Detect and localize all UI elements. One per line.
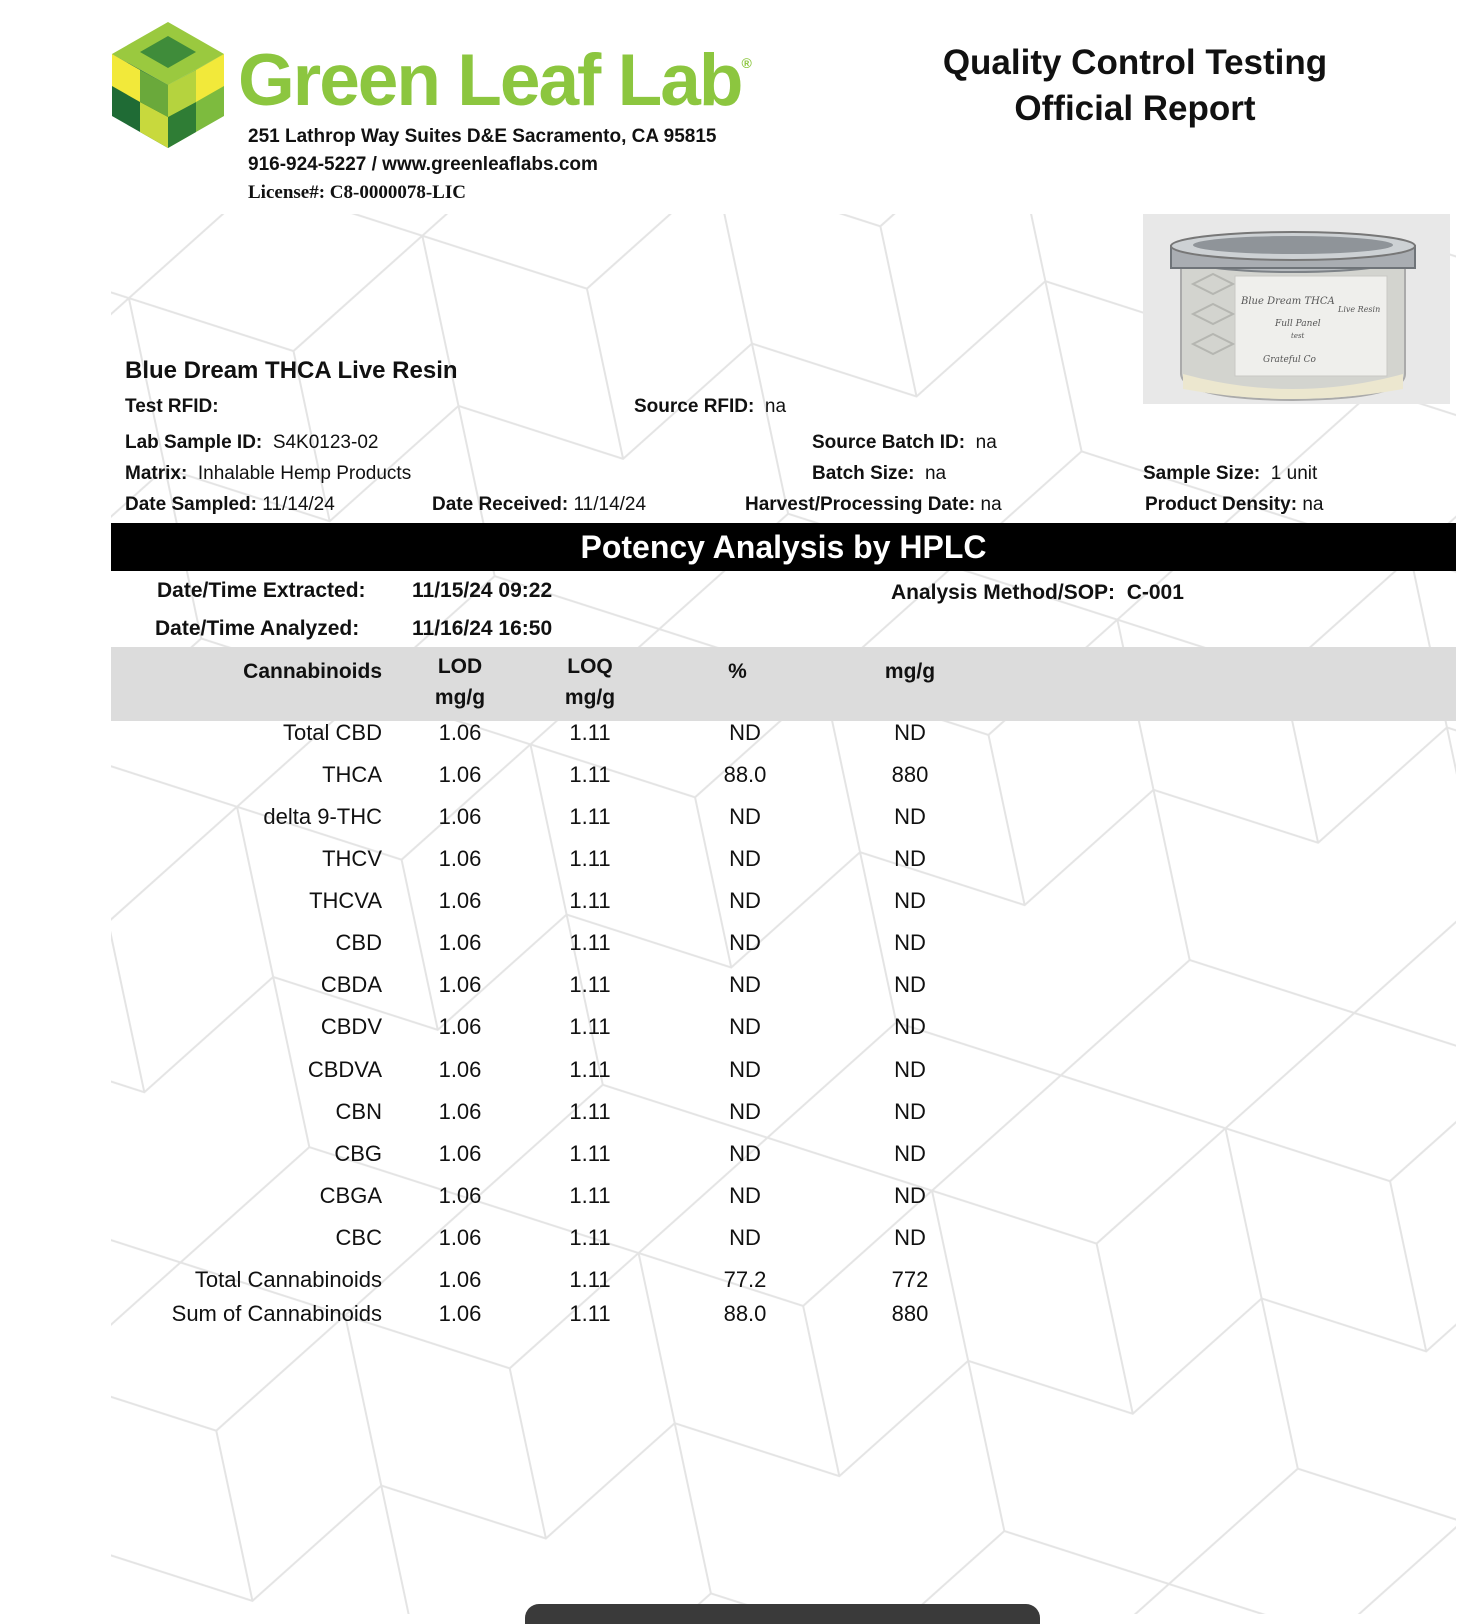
mg-per-g-value: ND (894, 972, 926, 997)
column-header-loq (540, 651, 640, 713)
cannabinoid-name: CBN (335, 1099, 382, 1124)
batch-size-label: Batch Size: (812, 463, 915, 484)
loq-value: 1.11 (569, 804, 611, 829)
analysis-method (891, 581, 1184, 605)
loq-value: 1.11 (569, 888, 611, 913)
mg-per-g-value: ND (894, 1057, 926, 1082)
matrix-value: Inhalable Hemp Products (197, 463, 412, 484)
column-header-lod-line2: mg/g (434, 686, 486, 709)
column-header-loq-line2: mg/g (564, 686, 616, 709)
date-sampled-label: Date Sampled: (125, 494, 257, 515)
source-rfid-label: Source RFID: (634, 396, 755, 417)
source-rfid-value: na (764, 396, 787, 417)
analysis-method-value: C-001 (1126, 581, 1184, 604)
column-header-cannabinoids: Cannabinoids (243, 660, 382, 683)
cannabinoid-name: Total Cannabinoids (194, 1267, 382, 1292)
date-received-value: 11/14/24 (573, 494, 647, 515)
harvest-date-value: na (980, 494, 1002, 515)
lod-value: 1.06 (438, 804, 482, 829)
registered-mark: ® (741, 55, 752, 71)
sample-size (1143, 463, 1317, 485)
photo-label-line2: Live Resin (1338, 305, 1381, 314)
date-received-label: Date Received: (432, 494, 569, 515)
photo-label-line4: test (1291, 332, 1305, 340)
brand-text: Green Leaf Lab (238, 40, 742, 121)
lod-value: 1.06 (438, 972, 482, 997)
lod-value: 1.06 (438, 1141, 482, 1166)
lod-value: 1.06 (438, 1301, 482, 1326)
loq-value: 1.11 (569, 1183, 611, 1208)
batch-size-value: na (924, 463, 947, 484)
percent-value: ND (729, 888, 761, 913)
percent-value: ND (729, 1014, 761, 1039)
table-row (0, 1183, 1484, 1223)
table-row (0, 720, 1484, 760)
product-name: Blue Dream THCA Live Resin (125, 357, 458, 384)
column-header-lod-line1: LOD (437, 655, 483, 678)
date-received (432, 494, 646, 516)
cannabinoid-name: CBD (335, 930, 382, 955)
mg-per-g-value: ND (894, 1014, 926, 1039)
table-row (0, 762, 1484, 802)
product-density-value: na (1302, 494, 1324, 515)
mg-per-g-value: ND (894, 1225, 926, 1250)
batch-size (812, 463, 946, 485)
sample-size-value: 1 unit (1270, 463, 1318, 484)
product-density (1145, 494, 1323, 516)
mg-per-g-value: ND (894, 846, 926, 871)
extracted-value: 11/15/24 09:22 (412, 579, 553, 602)
cannabinoid-name: CBG (334, 1141, 382, 1166)
source-batch-id-value: na (975, 432, 997, 453)
cannabinoid-name: Sum of Cannabinoids (171, 1301, 382, 1326)
report-title-line2: Official Report (1014, 89, 1256, 128)
table-row (0, 1057, 1484, 1097)
loq-value: 1.11 (569, 1099, 611, 1124)
product-photo (1143, 214, 1450, 404)
percent-value: ND (729, 1141, 761, 1166)
percent-value: ND (729, 972, 761, 997)
percent-value: ND (729, 720, 761, 745)
loq-value: 1.11 (569, 720, 611, 745)
mg-per-g-value: ND (894, 888, 926, 913)
analyzed-value: 11/16/24 16:50 (412, 617, 553, 640)
matrix-label: Matrix: (125, 463, 188, 484)
column-header-mg-per-g: mg/g (884, 660, 936, 683)
percent-value: 88.0 (723, 762, 767, 787)
percent-value: ND (729, 1183, 761, 1208)
mg-per-g-value: 880 (891, 762, 929, 787)
cannabinoid-name: CBDV (320, 1014, 382, 1039)
lod-value: 1.06 (438, 720, 482, 745)
extracted-label: Date/Time Extracted: (157, 579, 366, 602)
percent-value: 88.0 (723, 1301, 767, 1326)
photo-label-line3: Full Panel (1275, 319, 1321, 329)
mg-per-g-value: 772 (891, 1267, 929, 1292)
cannabinoid-name: CBDVA (307, 1057, 382, 1082)
test-rfid-label: Test RFID: (125, 396, 219, 417)
column-header-loq-line1: LOQ (567, 655, 613, 678)
lod-value: 1.06 (438, 1014, 482, 1039)
loq-value: 1.11 (569, 1014, 611, 1039)
cannabinoid-name: CBC (335, 1225, 382, 1250)
photo-label-line1: Blue Dream THCA (1241, 296, 1335, 307)
sample-size-label: Sample Size: (1143, 463, 1261, 484)
percent-value: ND (729, 1225, 761, 1250)
green-leaf-lab-logo-icon (112, 22, 224, 148)
report-title (900, 40, 1370, 132)
table-row (0, 972, 1484, 1012)
loq-value: 1.11 (569, 1267, 611, 1292)
percent-value: ND (729, 930, 761, 955)
lab-address: 251 Lathrop Way Suites D&E Sacramento, CA 95815 (248, 126, 717, 147)
table-row (0, 1099, 1484, 1139)
source-batch-id-label: Source Batch ID: (812, 432, 966, 453)
cannabinoid-name: THCV (322, 846, 382, 871)
lab-sample-id-value: S4K0123-02 (272, 432, 379, 453)
table-row (0, 1301, 1484, 1341)
loq-value: 1.11 (569, 1225, 611, 1250)
cannabinoid-name: delta 9-THC (263, 804, 382, 829)
mg-per-g-value: ND (894, 804, 926, 829)
harvest-date (745, 494, 1002, 516)
photo-label-line5: Grateful Co (1263, 355, 1316, 365)
bottom-handle-bar[interactable] (525, 1604, 1040, 1624)
source-rfid (634, 396, 786, 418)
lod-value: 1.06 (438, 1267, 482, 1292)
table-row (0, 1141, 1484, 1181)
loq-value: 1.11 (569, 846, 611, 871)
lod-value: 1.06 (438, 1099, 482, 1124)
mg-per-g-value: 880 (891, 1301, 929, 1326)
date-sampled (125, 494, 335, 516)
percent-value: ND (729, 1057, 761, 1082)
matrix (125, 463, 411, 485)
lab-contact: 916-924-5227 / www.greenleaflabs.com (248, 154, 598, 175)
percent-value: ND (729, 846, 761, 871)
percent-value: 77.2 (723, 1267, 767, 1292)
product-density-label: Product Density: (1145, 494, 1298, 515)
test-rfid (125, 396, 219, 418)
analyzed-label: Date/Time Analyzed: (155, 617, 360, 640)
lod-value: 1.06 (438, 930, 482, 955)
mg-per-g-value: ND (894, 720, 926, 745)
potency-section-title: Potency Analysis by HPLC (111, 523, 1456, 571)
brand-name (238, 40, 752, 121)
table-row (0, 1014, 1484, 1054)
date-sampled-value: 11/14/24 (262, 494, 335, 515)
mg-per-g-value: ND (894, 1141, 926, 1166)
lod-value: 1.06 (438, 762, 482, 787)
loq-value: 1.11 (569, 762, 611, 787)
table-row (0, 846, 1484, 886)
report-title-line1: Quality Control Testing (942, 43, 1328, 82)
mg-per-g-value: ND (894, 1183, 926, 1208)
harvest-date-label: Harvest/Processing Date: (745, 494, 976, 515)
lod-value: 1.06 (438, 1183, 482, 1208)
table-row (0, 930, 1484, 970)
percent-value: ND (729, 804, 761, 829)
table-row (0, 888, 1484, 928)
loq-value: 1.11 (569, 1141, 611, 1166)
cannabinoid-name: CBGA (319, 1183, 382, 1208)
table-row (0, 1225, 1484, 1265)
cannabinoid-name: THCVA (309, 888, 382, 913)
analysis-method-label: Analysis Method/SOP: (891, 581, 1116, 604)
lod-value: 1.06 (438, 1057, 482, 1082)
table-row (0, 804, 1484, 844)
lod-value: 1.06 (438, 846, 482, 871)
lod-value: 1.06 (438, 1225, 482, 1250)
loq-value: 1.11 (569, 1301, 611, 1326)
mg-per-g-value: ND (894, 930, 926, 955)
lab-sample-id-label: Lab Sample ID: (125, 432, 263, 453)
mg-per-g-value: ND (894, 1099, 926, 1124)
loq-value: 1.11 (569, 1057, 611, 1082)
loq-value: 1.11 (569, 972, 611, 997)
cannabinoid-name: Total CBD (282, 720, 382, 745)
source-batch-id (812, 432, 997, 454)
cannabinoid-name: CBDA (320, 972, 382, 997)
cannabinoid-name: THCA (322, 762, 382, 787)
percent-value: ND (729, 1099, 761, 1124)
loq-value: 1.11 (569, 930, 611, 955)
column-header-percent: % (728, 660, 747, 683)
lab-license: License#: C8-0000078-LIC (248, 182, 466, 203)
column-header-lod (410, 651, 510, 713)
lab-sample-id (125, 432, 378, 454)
lod-value: 1.06 (438, 888, 482, 913)
